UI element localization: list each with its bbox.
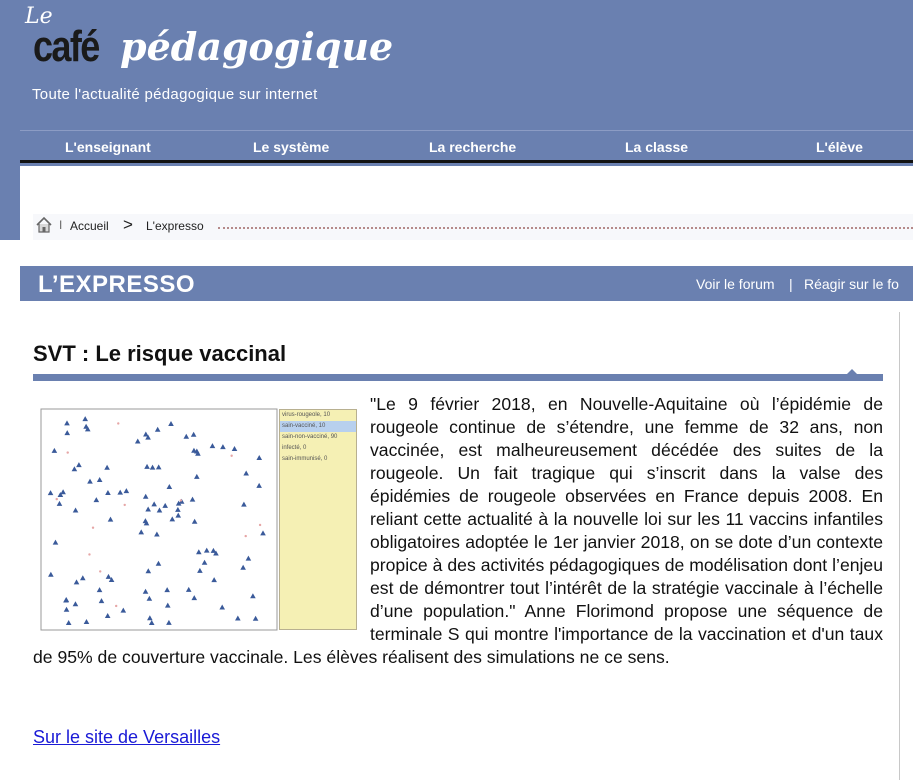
article <box>20 301 900 780</box>
title-rule-notch <box>846 369 858 375</box>
logo-cafe: café <box>33 22 99 71</box>
main-nav <box>20 130 913 163</box>
article-text: "Le 9 février 2018, en Nouvelle-Aquitaine où l’épidémie de rougeole continue de s’étendre, une femme de 32 ans, non vaccinée, est malheureusement décédée des suites de la rougeole. Un fait tragique qui s’inscrit dans la valse des épidémies de rougeole observées en France depuis 2008. En reliant cette actualité à la nouvelle loi sur les 11 vaccins infantiles obligatoires adoptée le 1er janvier 2018, on se dote d’un contexte propice à des activités pédagogiques de modélisation dont l’enjeu est de démontrer tout l’intérêt de la stratégie vaccinale à l’échelle d’une population." Anne Florimond propose une séquence de terminale S qui montre l'importance de la vaccination et d'un taux de 95% de couverture vaccinale. Les élèves réalisent des simulations ne ce sens. <box>33 394 883 667</box>
legend-virus-rougeole: virus-rougeole, 10 <box>282 412 331 418</box>
nav-item-enseignant[interactable]: L'enseignant <box>65 139 151 155</box>
site-header <box>20 0 913 130</box>
logo-pedagogique: pédagogique <box>120 24 394 69</box>
title-rule <box>33 374 883 381</box>
article-body <box>33 393 883 669</box>
breadcrumb <box>33 214 913 240</box>
breadcrumb-arrow: > <box>123 215 133 234</box>
nav-item-eleve[interactable]: L'élève <box>816 139 863 155</box>
legend-sain-vaccine: sain-vacciné, 10 <box>280 421 356 432</box>
legend-sain-immunise: sain-immunisé, 0 <box>282 456 328 462</box>
breadcrumb-current: L'expresso <box>146 219 204 233</box>
nav-item-systeme[interactable]: Le système <box>253 139 330 155</box>
article-title: SVT : Le risque vaccinal <box>33 341 287 366</box>
content-right-border <box>899 312 900 780</box>
forum-link[interactable]: Voir le forum <box>696 276 775 292</box>
legend-infecte: infecté, 0 <box>282 445 307 451</box>
react-forum-link[interactable]: Réagir sur le fo <box>804 276 899 292</box>
breadcrumb-separator: I <box>59 218 63 232</box>
breadcrumb-home-link[interactable]: Accueil <box>70 219 109 233</box>
logo-le: Le <box>25 4 53 29</box>
home-icon[interactable] <box>35 216 53 234</box>
section-title: L’EXPRESSO <box>38 271 196 298</box>
breadcrumb-dotted-rule <box>218 227 913 229</box>
section-link-separator: | <box>789 276 793 292</box>
legend-sain-non-vaccine: sain-non-vacciné, 90 <box>282 434 338 440</box>
nav-item-classe[interactable]: La classe <box>625 139 689 155</box>
section-header <box>20 266 913 301</box>
figure-float-spacer <box>33 393 370 625</box>
site-tagline: Toute l'actualité pédagogique sur internet <box>32 86 318 103</box>
source-link[interactable]: Sur le site de Versailles <box>33 727 221 747</box>
nav-item-recherche[interactable]: La recherche <box>429 139 517 155</box>
